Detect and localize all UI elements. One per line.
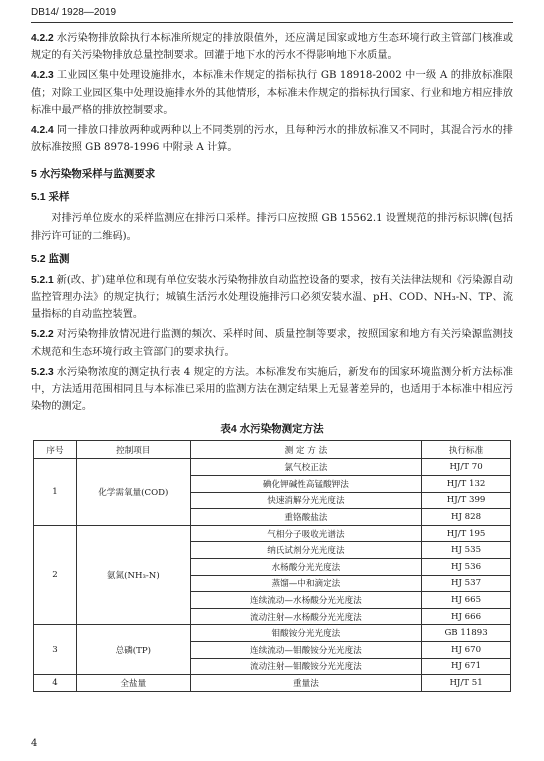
clause-5-2-2: [31, 326, 513, 360]
clause-number: 5.2.1: [31, 274, 54, 286]
method-cell: 碘化钾碱性高锰酸钾法: [190, 476, 421, 493]
clause-text: 水污染物浓度的测定执行表 4 规定的方法。本标准发布实施后，新发布的国家环境监测分析方法标准中，方法适用范围相同且与本标准已采用的监测方法在测定结果上无显著差异的，也适用于本标准中相应污染物的测定。: [31, 366, 513, 413]
table-row: [34, 525, 511, 542]
standard-cell: HJ/T 195: [422, 525, 511, 542]
method-cell: 水杨酸分光光度法: [190, 559, 421, 576]
method-cell: 流动注射—钼酸铵分光光度法: [190, 658, 421, 675]
section-5-1-title: 5.1 采样: [31, 191, 70, 204]
standard-cell: GB 11893: [422, 625, 511, 642]
table-row: [34, 459, 511, 476]
clause-4-2-4: [31, 122, 513, 156]
section-5-title: 5 水污染物采样与监测要求: [31, 168, 156, 181]
standard-cell: HJ 828: [422, 509, 511, 526]
clause-text: 同一排放口排放两种或两种以上不同类别的污水，且每种污水的排放标准又不同时，其混合污水的排放标准按照 GB 8978-1996 中附录 A 计算。: [31, 125, 513, 154]
standard-cell: HJ 537: [422, 575, 511, 592]
header-standard: 执行标准: [422, 441, 511, 459]
standard-cell: HJ 671: [422, 658, 511, 675]
clause-4-2-3: [31, 67, 513, 119]
header-no: 序号: [34, 441, 77, 459]
table-row: [34, 675, 511, 692]
clause-5-2-3: [31, 364, 513, 416]
methods-table: [33, 440, 511, 691]
group-no: 1: [34, 459, 77, 525]
standard-cell: HJ 670: [422, 641, 511, 658]
clause-5-2-1: [31, 272, 513, 324]
method-cell: 连续流动—钼酸铵分光光度法: [190, 641, 421, 658]
clause-4-2-2: [31, 30, 513, 64]
method-cell: 快速消解分光光度法: [190, 492, 421, 509]
standard-cell: HJ 666: [422, 608, 511, 625]
method-cell: 连续流动—水杨酸分光光度法: [190, 592, 421, 609]
table-header-row: [34, 441, 511, 459]
clause-text: 对污染物排放情况进行监测的频次、采样时间、质量控制等要求，按照国家和地方有关污染源监测技术规范和生态环境行政主管部门的要求执行。: [31, 329, 513, 358]
standard-cell: HJ/T 51: [422, 675, 511, 692]
group-no: 3: [34, 625, 77, 675]
group-item: 化学需氧量(COD): [76, 459, 190, 525]
header-method: 测 定 方 法: [190, 441, 421, 459]
table-title: 表4 水污染物测定方法: [220, 423, 324, 436]
doc-code: DB14/ 1928—2019: [31, 7, 117, 18]
standard-cell: HJ/T 399: [422, 492, 511, 509]
clause-text: 新(改、扩)建单位和现有单位安装水污染物排放自动监控设备的要求，按有关法律法规和《污染源自动监控管理办法》的规定执行；城镇生活污水处理设施排污口必须安装水温、pH、COD、NH₃-N、TP、流量指标的自动监控装置。: [31, 274, 513, 321]
method-cell: 流动注射—水杨酸分光光度法: [190, 608, 421, 625]
method-cell: 钼酸铵分光光度法: [190, 625, 421, 642]
standard-cell: HJ 536: [422, 559, 511, 576]
clause-number: 4.2.2: [31, 33, 54, 44]
standard-cell: HJ/T 70: [422, 459, 511, 476]
section-5-2-title: 5.2 监测: [31, 252, 70, 265]
header-item: 控制项目: [76, 441, 190, 459]
method-cell: 重量法: [190, 675, 421, 692]
standard-cell: HJ 665: [422, 592, 511, 609]
page-content: [31, 30, 513, 692]
clause-number: 4.2.3: [31, 70, 54, 82]
method-cell: 氯气校正法: [190, 459, 421, 476]
doc-header: [31, 7, 513, 23]
clause-number: 4.2.4: [31, 125, 54, 137]
standard-cell: HJ/T 132: [422, 476, 511, 493]
method-cell: 重铬酸盐法: [190, 509, 421, 526]
clause-text: 工业园区集中处理设施排水，本标准未作规定的指标执行 GB 18918-2002 中一级 A 的排放标准限值；对除工业园区集中处理设施排水外的其他情形，本标准未作规定的指标执行国家、行业和地方相应排放标准中最严格的排放控制要求。: [31, 70, 513, 116]
section-5-1-text: 对排污单位废水的采样监测应在排污口采样。排污口应按照 GB 15562.1 设置规范的排污标识牌(包括排污许可证的二维码)。: [31, 213, 513, 242]
group-item: 总磷(TP): [76, 625, 190, 675]
method-cell: 纳氏试剂分光光度法: [190, 542, 421, 559]
table-row: [34, 625, 511, 642]
clause-number: 5.2.3: [31, 366, 54, 378]
group-no: 2: [34, 525, 77, 625]
group-no: 4: [34, 675, 77, 692]
standard-cell: HJ 535: [422, 542, 511, 559]
page-number: 4: [31, 738, 38, 749]
clause-text: 水污染物排放除执行本标准所规定的排放限值外，还应满足国家或地方生态环境行政主管部门核准或规定的有关污染物排放总量控制要求。回灌于地下水的污水不得影响地下水质量。: [31, 33, 513, 62]
group-item: 全盐量: [76, 675, 190, 692]
group-item: 氨氮(NH₃-N): [76, 525, 190, 625]
method-cell: 气相分子吸收光谱法: [190, 525, 421, 542]
method-cell: 蒸馏—中和滴定法: [190, 575, 421, 592]
clause-number: 5.2.2: [31, 329, 54, 341]
